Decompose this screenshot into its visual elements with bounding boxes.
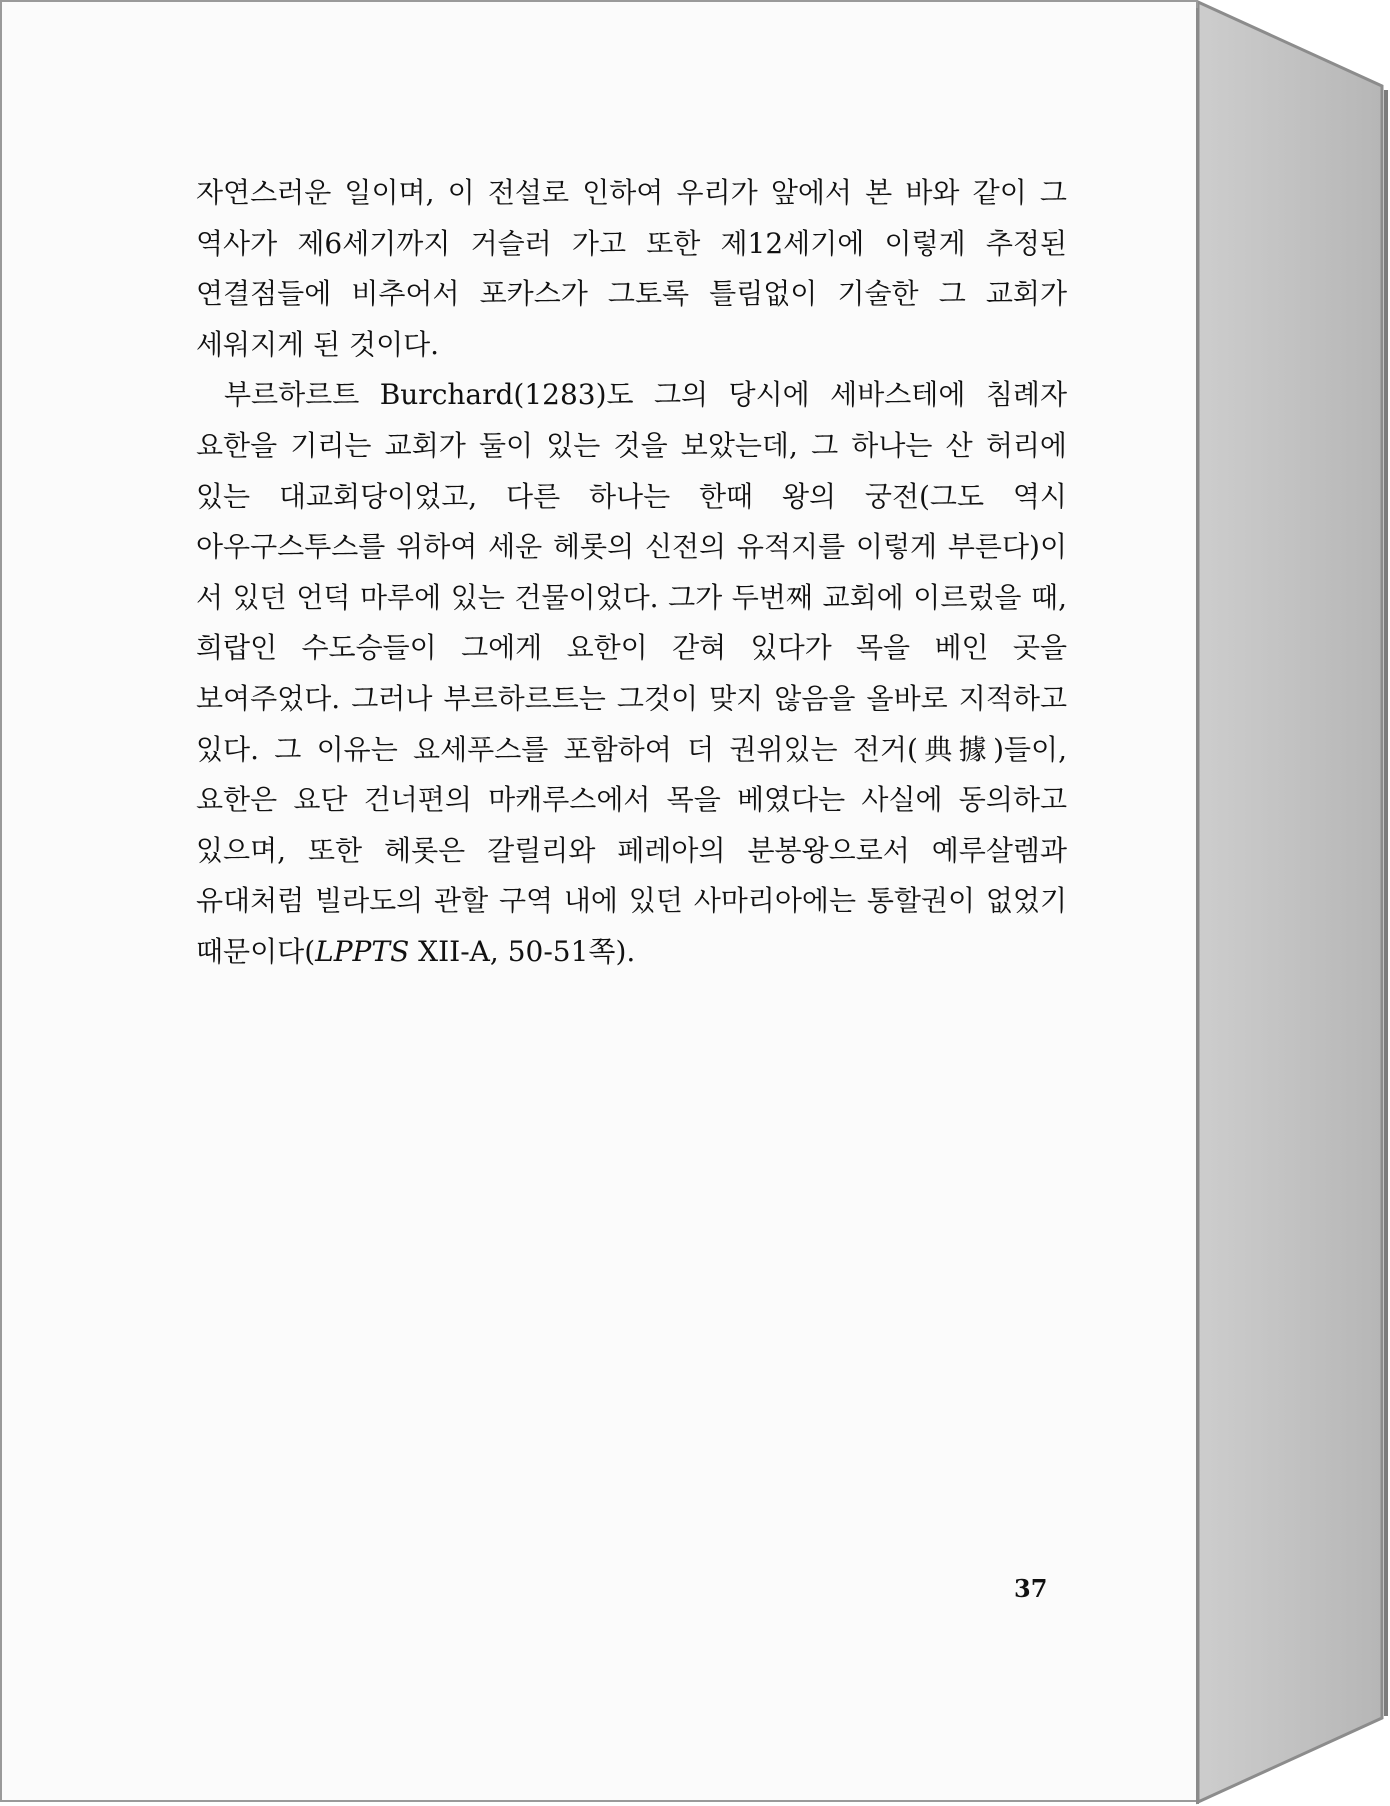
citation-abbreviation: LPPTS <box>315 934 410 968</box>
body-text <box>196 168 1067 978</box>
paragraph-1: 자연스러운 일이며, 이 전설로 인하여 우리가 앞에서 본 바와 같이 그 역사가 제6세기까지 거슬러 가고 또한 제12세기에 이렇게 추정된 연결점들에 비추어서 포카스가 그토록 틀림없이 기술한 그 교회가 세워지게 된 것이다. <box>196 176 1067 361</box>
paragraph-2-citation-end: XII-A, 50-51쪽). <box>409 934 636 968</box>
paragraph-2 <box>196 370 1067 977</box>
page-number: 37 <box>1014 1574 1048 1603</box>
page-edge-shadow <box>1196 8 1199 1804</box>
paragraph-2-text-before-citation: 부르하르트 Burchard(1283)도 그의 당시에 세바스테에 침례자 요한을 기리는 교회가 둘이 있는 것을 보았는데, 그 하나는 산 허리에 있는 대교회당이었고, 다른 하나는 한때 왕의 궁전(그도 역시 아우구스투스를 위하여 세운 헤롯의 신전의 유적지를 이렇게 부른다)이 서 있던 언덕 마루에 있는 건물이었다. 그가 두번째 교회에 이르렀을 때, 희랍인 수도승들이 그에게 요한이 갇혀 있다가 목을 베인 곳을 보여주었다. 그러나 부르하르트는 그것이 맞지 않음을 올바로 지적하고 있다. 그 이유는 요세푸스를 포함하여 더 권위있는 전거(典據)들이, 요한은 요단 건너편의 마캐루스에서 목을 베였다는 사실에 동의하고 있으며, 또한 헤롯은 갈릴리와 페레아의 분봉왕으로서 예루살렘과 유대처럼 빌라도의 관할 구역 내에 있던 사마리아에는 통할권이 없었기 때문이다( <box>196 378 1067 968</box>
